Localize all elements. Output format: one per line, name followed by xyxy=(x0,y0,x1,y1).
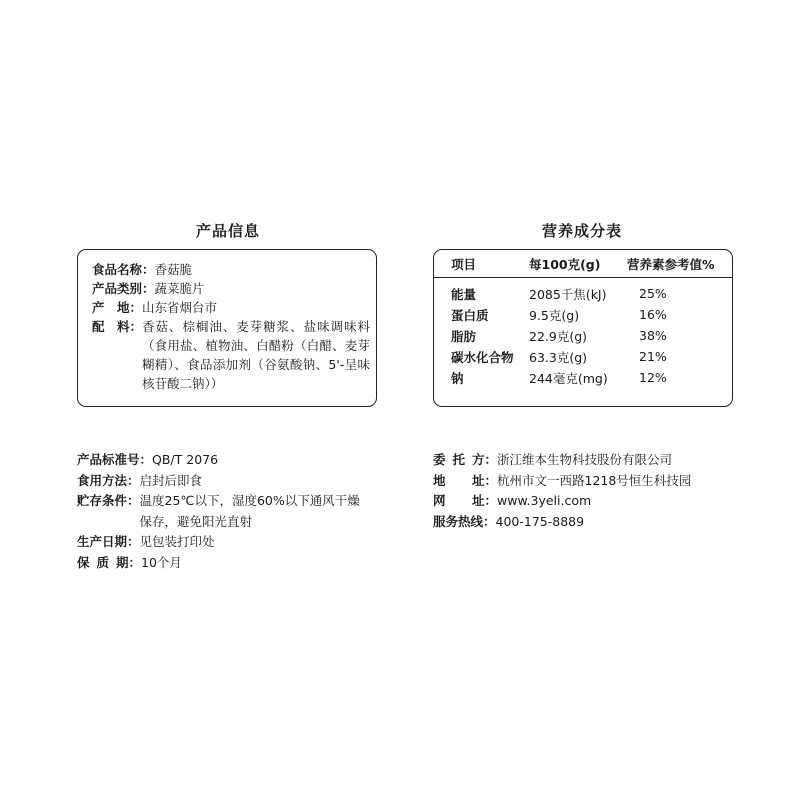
nutrient-nrv: 25% xyxy=(639,286,667,301)
nutrient-name: 脂肪 xyxy=(451,328,477,344)
website-label-b: 址： xyxy=(471,493,497,508)
shelf-life-value: 10个月 xyxy=(141,554,182,570)
nutrition-title: 营养成分表 xyxy=(541,222,622,240)
production-date-value: 见包装打印处 xyxy=(139,534,215,549)
nutrient-amount: 244毫克(mg) xyxy=(529,370,608,386)
nutrition-header-row xyxy=(434,250,732,278)
standard-label: 产品标准号： xyxy=(77,452,153,467)
commissioner-label xyxy=(433,450,497,471)
ingredients-value: 香菇、棕榈油、麦芽糖浆、盐味调味料（食用盐、植物油、白醋粉（白醋、麦芽糊精）、食品添加剂（谷氨酸钠、5'-呈味核苷酸二钠）） xyxy=(142,319,370,391)
origin-label-a: 产 xyxy=(92,300,105,315)
nutrient-nrv: 21% xyxy=(639,349,667,364)
storage-label: 贮存条件： xyxy=(77,493,140,508)
usage-row xyxy=(77,471,397,492)
address-value: 杭州市文一西路1218号恒生科技园 xyxy=(497,472,692,488)
standard-value: QB/T 2076 xyxy=(152,452,219,467)
origin-label-b: 地： xyxy=(116,300,142,315)
nutrition-row xyxy=(434,278,732,305)
website-row xyxy=(433,491,763,512)
nutrition-row xyxy=(434,304,732,325)
address-label xyxy=(433,471,497,492)
nutrition-row xyxy=(434,346,732,367)
nutrient-nrv: 12% xyxy=(639,370,667,385)
nutrition-table xyxy=(434,250,732,388)
website-value: www.3yeli.com xyxy=(497,493,592,508)
hotline-label: 服务热线： xyxy=(433,513,496,529)
shelf-life-label-b: 质 xyxy=(96,554,109,570)
origin-value: 山东省烟台市 xyxy=(142,300,218,315)
category-row xyxy=(92,279,376,298)
header-per100g: 每100克(g) xyxy=(529,250,627,278)
food-name-label: 食品名称： xyxy=(92,262,155,277)
nutrient-amount: 63.3克(g) xyxy=(529,349,588,365)
nutrient-amount: 2085千焦(kJ) xyxy=(529,286,607,302)
address-row xyxy=(433,471,763,492)
header-item: 项目 xyxy=(434,250,529,278)
nutrient-name: 蛋白质 xyxy=(451,307,489,323)
product-info-title: 产品信息 xyxy=(195,222,260,240)
nutrient-amount: 9.5克(g) xyxy=(529,307,580,323)
nutrition-row xyxy=(434,367,732,388)
food-name-row xyxy=(92,260,376,279)
nutrient-name: 钠 xyxy=(451,370,464,386)
ingredients-row xyxy=(92,317,376,393)
address-label-a: 地 xyxy=(433,472,446,488)
manufacturer-block xyxy=(433,450,763,532)
shelf-life-row xyxy=(77,553,397,574)
nutrient-name: 碳水化合物 xyxy=(451,349,514,365)
ingredients-label-a: 配 xyxy=(92,319,105,334)
nutrition-row xyxy=(434,325,732,346)
storage-row xyxy=(77,491,397,532)
storage-value: 温度25℃以下，湿度60%以下通风干燥保存，避免阳光直射 xyxy=(139,493,360,529)
commissioner-label-a: 委 xyxy=(433,452,446,467)
commissioner-row xyxy=(433,450,763,471)
standard-row xyxy=(77,450,397,471)
category-value: 蔬菜脆片 xyxy=(154,281,205,296)
website-label-a: 网 xyxy=(433,493,446,508)
origin-row xyxy=(92,298,376,317)
commissioner-label-b: 托 xyxy=(452,452,465,467)
ingredients-label-b: 料： xyxy=(116,319,142,334)
address-label-b: 址： xyxy=(471,472,497,488)
shelf-life-label-a: 保 xyxy=(77,554,90,570)
origin-label xyxy=(92,298,142,317)
shelf-life-label-c: 期： xyxy=(115,554,141,570)
hotline-value: 400-175-8889 xyxy=(495,513,585,529)
commissioner-value: 浙江维本生物科技股份有限公司 xyxy=(497,452,673,467)
nutrition-box xyxy=(433,249,733,407)
food-name-value: 香菇脆 xyxy=(154,262,193,277)
product-info-box xyxy=(77,249,377,407)
nutrient-amount: 22.9克(g) xyxy=(529,328,588,344)
nutrient-nrv: 16% xyxy=(639,307,667,322)
product-details-block xyxy=(77,450,397,573)
category-label: 产品类别： xyxy=(92,281,155,296)
nutrient-nrv: 38% xyxy=(639,328,667,343)
ingredients-label xyxy=(92,317,142,393)
website-label xyxy=(433,491,497,512)
nutrient-name: 能量 xyxy=(451,286,477,302)
production-date-label: 生产日期： xyxy=(77,534,140,549)
usage-label: 食用方法： xyxy=(77,472,140,488)
shelf-life-label xyxy=(77,553,141,574)
usage-value: 启封后即食 xyxy=(139,472,203,488)
header-nrv: 营养素参考值% xyxy=(627,250,732,278)
hotline-row xyxy=(433,512,763,533)
commissioner-label-c: 方： xyxy=(471,452,497,467)
production-date-row xyxy=(77,532,397,553)
